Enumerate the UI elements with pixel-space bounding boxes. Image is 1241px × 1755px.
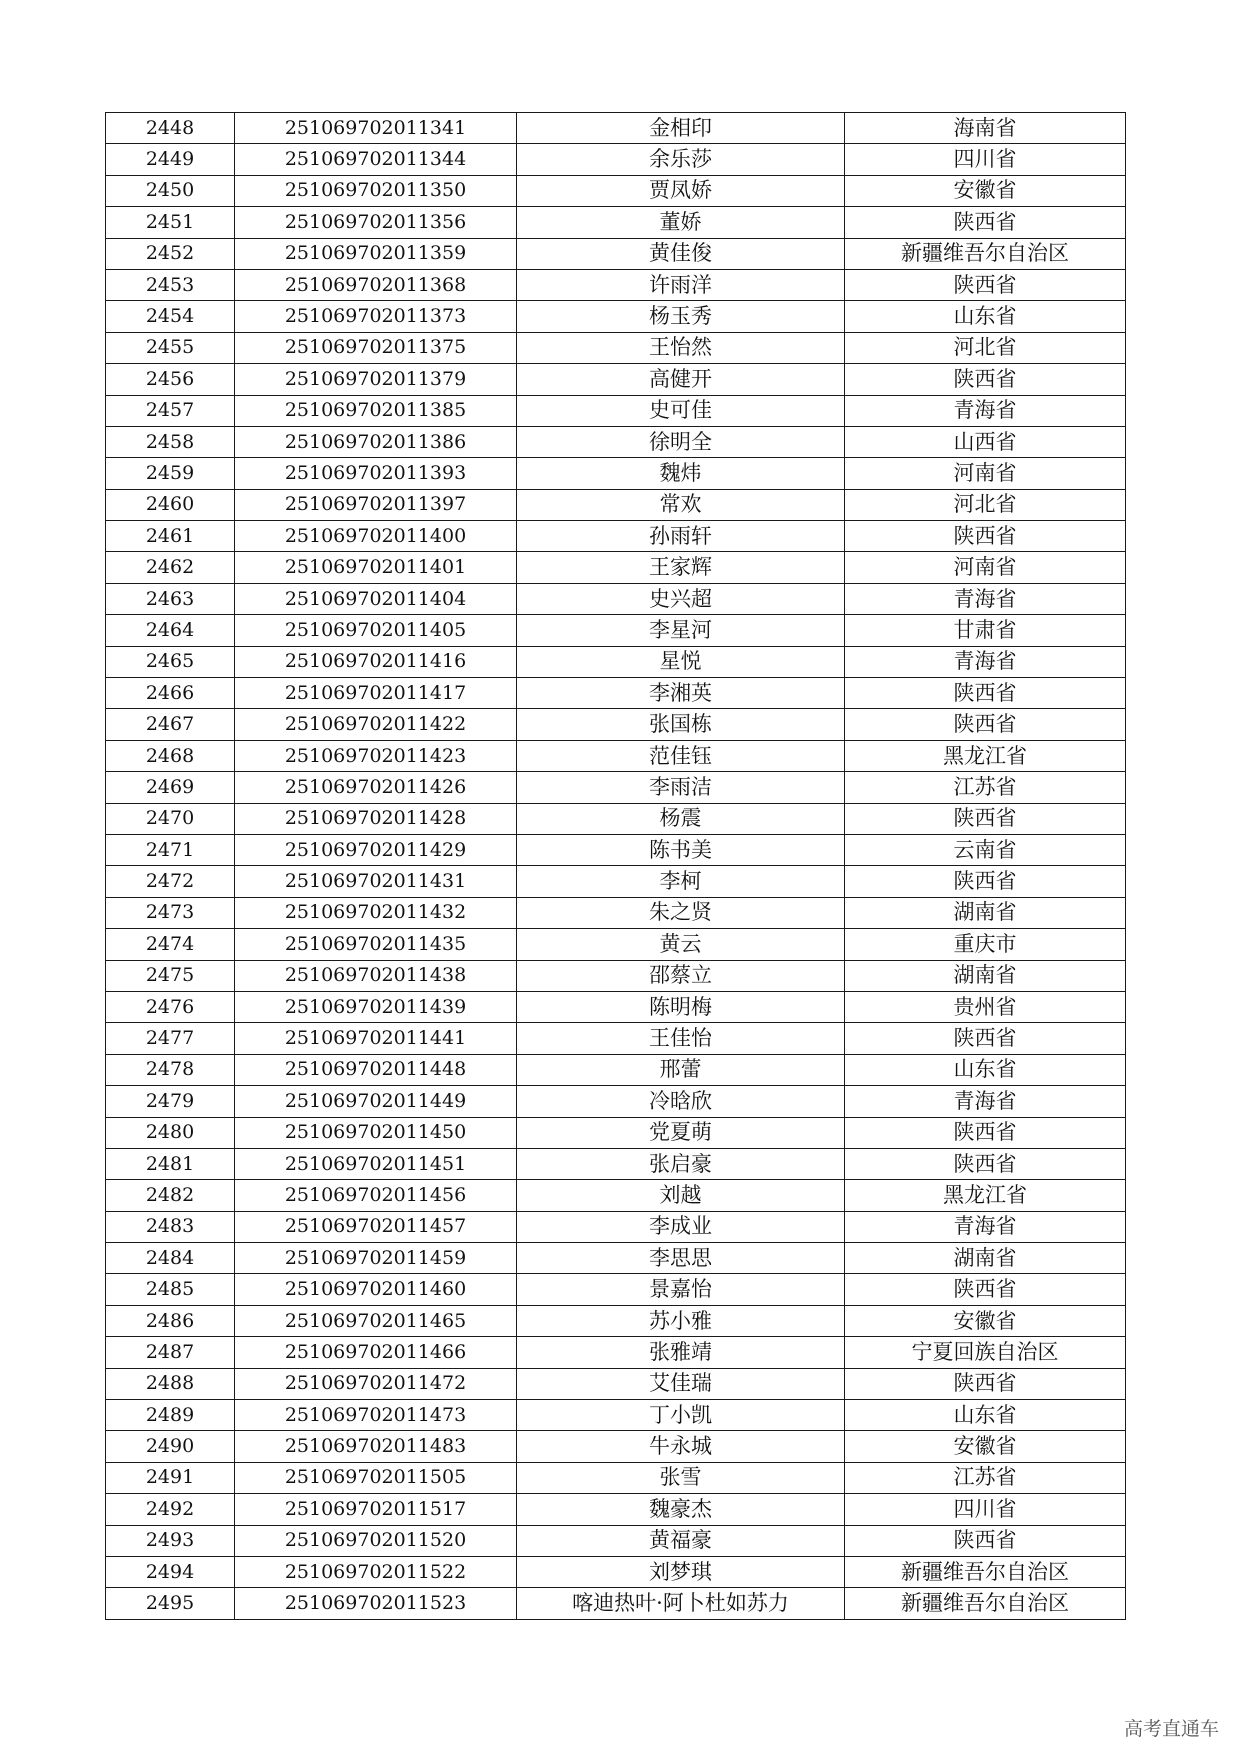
student-name-cell: 黄福豪 (517, 1525, 845, 1556)
province-cell: 青海省 (845, 1086, 1126, 1117)
student-name-cell: 陈书美 (517, 834, 845, 865)
province-cell: 陕西省 (845, 1023, 1126, 1054)
student-name-cell: 李柯 (517, 866, 845, 897)
province-cell: 陕西省 (845, 207, 1126, 238)
exam-id-cell: 251069702011448 (235, 1054, 517, 1085)
student-name-cell: 黄佳俊 (517, 238, 845, 269)
student-name-cell: 王佳怡 (517, 1023, 845, 1054)
exam-id-cell: 251069702011520 (235, 1525, 517, 1556)
exam-id-cell: 251069702011386 (235, 426, 517, 457)
province-cell: 陕西省 (845, 678, 1126, 709)
table-row (106, 207, 1126, 238)
table-row (106, 929, 1126, 960)
exam-id-cell: 251069702011393 (235, 458, 517, 489)
exam-id-cell: 251069702011450 (235, 1117, 517, 1148)
province-cell: 河北省 (845, 489, 1126, 520)
student-name-cell: 魏豪杰 (517, 1494, 845, 1525)
student-name-cell: 李成业 (517, 1211, 845, 1242)
exam-id-cell: 251069702011350 (235, 175, 517, 206)
student-name-cell: 金相印 (517, 113, 845, 144)
province-cell: 湖南省 (845, 960, 1126, 991)
province-cell: 青海省 (845, 646, 1126, 677)
row-number-cell: 2454 (106, 301, 235, 332)
row-number-cell: 2482 (106, 1180, 235, 1211)
exam-id-cell: 251069702011472 (235, 1368, 517, 1399)
watermark: 高考直通车 (1123, 1718, 1219, 1740)
student-name-cell: 艾佳瑞 (517, 1368, 845, 1399)
student-name-cell: 党夏萌 (517, 1117, 845, 1148)
table-row (106, 552, 1126, 583)
table-row (106, 740, 1126, 771)
exam-id-cell: 251069702011397 (235, 489, 517, 520)
province-cell: 山东省 (845, 301, 1126, 332)
exam-id-cell: 251069702011505 (235, 1462, 517, 1493)
table-row (106, 332, 1126, 363)
student-name-cell: 魏炜 (517, 458, 845, 489)
table-row (106, 175, 1126, 206)
table-row (106, 395, 1126, 426)
exam-id-cell: 251069702011417 (235, 678, 517, 709)
table-row (106, 458, 1126, 489)
row-number-cell: 2488 (106, 1368, 235, 1399)
row-number-cell: 2457 (106, 395, 235, 426)
student-name-cell: 李星河 (517, 615, 845, 646)
row-number-cell: 2492 (106, 1494, 235, 1525)
exam-id-cell: 251069702011400 (235, 521, 517, 552)
province-cell: 山东省 (845, 1400, 1126, 1431)
student-name-cell: 高健开 (517, 364, 845, 395)
exam-id-cell: 251069702011449 (235, 1086, 517, 1117)
row-number-cell: 2471 (106, 834, 235, 865)
exam-id-cell: 251069702011404 (235, 583, 517, 614)
province-cell: 甘肃省 (845, 615, 1126, 646)
province-cell: 四川省 (845, 144, 1126, 175)
row-number-cell: 2481 (106, 1148, 235, 1179)
row-number-cell: 2456 (106, 364, 235, 395)
row-number-cell: 2487 (106, 1337, 235, 1368)
table-row (106, 1023, 1126, 1054)
table-row (106, 1054, 1126, 1085)
student-name-cell: 冷晗欣 (517, 1086, 845, 1117)
row-number-cell: 2495 (106, 1588, 235, 1619)
province-cell: 黑龙江省 (845, 1180, 1126, 1211)
student-name-cell: 史可佳 (517, 395, 845, 426)
student-name-cell: 史兴超 (517, 583, 845, 614)
row-number-cell: 2449 (106, 144, 235, 175)
table-row (106, 709, 1126, 740)
student-name-cell: 邢蕾 (517, 1054, 845, 1085)
exam-id-cell: 251069702011368 (235, 269, 517, 300)
student-name-cell: 李雨洁 (517, 772, 845, 803)
table-row (106, 1462, 1126, 1493)
province-cell: 新疆维吾尔自治区 (845, 1556, 1126, 1587)
student-name-cell: 董娇 (517, 207, 845, 238)
row-number-cell: 2448 (106, 113, 235, 144)
row-number-cell: 2453 (106, 269, 235, 300)
student-name-cell: 余乐莎 (517, 144, 845, 175)
row-number-cell: 2463 (106, 583, 235, 614)
exam-id-cell: 251069702011435 (235, 929, 517, 960)
row-number-cell: 2484 (106, 1243, 235, 1274)
student-name-cell: 星悦 (517, 646, 845, 677)
province-cell: 河北省 (845, 332, 1126, 363)
exam-id-cell: 251069702011359 (235, 238, 517, 269)
student-name-cell: 李思思 (517, 1243, 845, 1274)
province-cell: 湖南省 (845, 1243, 1126, 1274)
row-number-cell: 2494 (106, 1556, 235, 1587)
exam-id-cell: 251069702011416 (235, 646, 517, 677)
exam-id-cell: 251069702011460 (235, 1274, 517, 1305)
student-name-cell: 王家辉 (517, 552, 845, 583)
row-number-cell: 2476 (106, 991, 235, 1022)
roster-table (105, 112, 1126, 1620)
table-row (106, 1117, 1126, 1148)
row-number-cell: 2466 (106, 678, 235, 709)
exam-id-cell: 251069702011459 (235, 1243, 517, 1274)
student-name-cell: 朱之贤 (517, 897, 845, 928)
province-cell: 江苏省 (845, 772, 1126, 803)
row-number-cell: 2478 (106, 1054, 235, 1085)
row-number-cell: 2468 (106, 740, 235, 771)
row-number-cell: 2485 (106, 1274, 235, 1305)
province-cell: 黑龙江省 (845, 740, 1126, 771)
table-row (106, 144, 1126, 175)
table-row (106, 269, 1126, 300)
province-cell: 江苏省 (845, 1462, 1126, 1493)
table-row (106, 1180, 1126, 1211)
student-name-cell: 刘梦琪 (517, 1556, 845, 1587)
exam-id-cell: 251069702011429 (235, 834, 517, 865)
province-cell: 云南省 (845, 834, 1126, 865)
province-cell: 湖南省 (845, 897, 1126, 928)
table-row (106, 897, 1126, 928)
exam-id-cell: 251069702011456 (235, 1180, 517, 1211)
exam-id-cell: 251069702011385 (235, 395, 517, 426)
exam-id-cell: 251069702011356 (235, 207, 517, 238)
province-cell: 新疆维吾尔自治区 (845, 238, 1126, 269)
student-name-cell: 贾凤娇 (517, 175, 845, 206)
province-cell: 陕西省 (845, 1525, 1126, 1556)
province-cell: 重庆市 (845, 929, 1126, 960)
province-cell: 陕西省 (845, 364, 1126, 395)
table-row (106, 1274, 1126, 1305)
exam-id-cell: 251069702011465 (235, 1305, 517, 1336)
table-row (106, 1211, 1126, 1242)
table-row (106, 426, 1126, 457)
table-row (106, 521, 1126, 552)
table-row (106, 678, 1126, 709)
exam-id-cell: 251069702011431 (235, 866, 517, 897)
table-row (106, 866, 1126, 897)
student-name-cell: 丁小凯 (517, 1400, 845, 1431)
student-name-cell: 王怡然 (517, 332, 845, 363)
student-name-cell: 杨玉秀 (517, 301, 845, 332)
table-row (106, 1556, 1126, 1587)
row-number-cell: 2467 (106, 709, 235, 740)
student-name-cell: 黄云 (517, 929, 845, 960)
province-cell: 陕西省 (845, 866, 1126, 897)
exam-id-cell: 251069702011517 (235, 1494, 517, 1525)
province-cell: 安徽省 (845, 175, 1126, 206)
province-cell: 陕西省 (845, 1274, 1126, 1305)
exam-id-cell: 251069702011375 (235, 332, 517, 363)
table-row (106, 991, 1126, 1022)
table-row (106, 1525, 1126, 1556)
exam-id-cell: 251069702011379 (235, 364, 517, 395)
table-row (106, 238, 1126, 269)
student-name-cell: 张国栋 (517, 709, 845, 740)
table-row (106, 583, 1126, 614)
table-row (106, 646, 1126, 677)
exam-id-cell: 251069702011441 (235, 1023, 517, 1054)
table-row (106, 1337, 1126, 1368)
exam-id-cell: 251069702011466 (235, 1337, 517, 1368)
province-cell: 青海省 (845, 395, 1126, 426)
student-name-cell: 邵蔡立 (517, 960, 845, 991)
table-row (106, 834, 1126, 865)
row-number-cell: 2460 (106, 489, 235, 520)
province-cell: 陕西省 (845, 803, 1126, 834)
row-number-cell: 2470 (106, 803, 235, 834)
province-cell: 安徽省 (845, 1305, 1126, 1336)
row-number-cell: 2469 (106, 772, 235, 803)
table-row (106, 1588, 1126, 1619)
exam-id-cell: 251069702011451 (235, 1148, 517, 1179)
row-number-cell: 2479 (106, 1086, 235, 1117)
province-cell: 陕西省 (845, 1117, 1126, 1148)
table-row (106, 113, 1126, 144)
province-cell: 河南省 (845, 458, 1126, 489)
row-number-cell: 2452 (106, 238, 235, 269)
row-number-cell: 2474 (106, 929, 235, 960)
student-name-cell: 牛永城 (517, 1431, 845, 1462)
student-name-cell: 张雪 (517, 1462, 845, 1493)
row-number-cell: 2475 (106, 960, 235, 991)
row-number-cell: 2462 (106, 552, 235, 583)
exam-id-cell: 251069702011457 (235, 1211, 517, 1242)
row-number-cell: 2459 (106, 458, 235, 489)
row-number-cell: 2451 (106, 207, 235, 238)
roster-body (106, 113, 1126, 1620)
exam-id-cell: 251069702011522 (235, 1556, 517, 1587)
row-number-cell: 2493 (106, 1525, 235, 1556)
exam-id-cell: 251069702011438 (235, 960, 517, 991)
table-row (106, 364, 1126, 395)
row-number-cell: 2486 (106, 1305, 235, 1336)
exam-id-cell: 251069702011439 (235, 991, 517, 1022)
province-cell: 贵州省 (845, 991, 1126, 1022)
exam-id-cell: 251069702011423 (235, 740, 517, 771)
table-row (106, 960, 1126, 991)
student-name-cell: 李湘英 (517, 678, 845, 709)
row-number-cell: 2458 (106, 426, 235, 457)
table-row (106, 772, 1126, 803)
province-cell: 山西省 (845, 426, 1126, 457)
row-number-cell: 2464 (106, 615, 235, 646)
exam-id-cell: 251069702011483 (235, 1431, 517, 1462)
province-cell: 四川省 (845, 1494, 1126, 1525)
table-row (106, 1086, 1126, 1117)
exam-id-cell: 251069702011341 (235, 113, 517, 144)
table-row (106, 1400, 1126, 1431)
exam-id-cell: 251069702011426 (235, 772, 517, 803)
province-cell: 安徽省 (845, 1431, 1126, 1462)
province-cell: 河南省 (845, 552, 1126, 583)
province-cell: 新疆维吾尔自治区 (845, 1588, 1126, 1619)
student-name-cell: 张启豪 (517, 1148, 845, 1179)
row-number-cell: 2472 (106, 866, 235, 897)
province-cell: 宁夏回族自治区 (845, 1337, 1126, 1368)
table-row (106, 1148, 1126, 1179)
table-row (106, 1494, 1126, 1525)
province-cell: 陕西省 (845, 709, 1126, 740)
exam-id-cell: 251069702011401 (235, 552, 517, 583)
province-cell: 陕西省 (845, 269, 1126, 300)
row-number-cell: 2455 (106, 332, 235, 363)
student-name-cell: 常欢 (517, 489, 845, 520)
exam-id-cell: 251069702011432 (235, 897, 517, 928)
table-row (106, 803, 1126, 834)
table-row (106, 615, 1126, 646)
exam-id-cell: 251069702011473 (235, 1400, 517, 1431)
row-number-cell: 2450 (106, 175, 235, 206)
student-name-cell: 刘越 (517, 1180, 845, 1211)
table-row (106, 489, 1126, 520)
exam-id-cell: 251069702011373 (235, 301, 517, 332)
row-number-cell: 2461 (106, 521, 235, 552)
student-name-cell: 张雅靖 (517, 1337, 845, 1368)
table-row (106, 301, 1126, 332)
exam-id-cell: 251069702011428 (235, 803, 517, 834)
province-cell: 陕西省 (845, 1148, 1126, 1179)
exam-id-cell: 251069702011405 (235, 615, 517, 646)
student-name-cell: 杨震 (517, 803, 845, 834)
exam-id-cell: 251069702011523 (235, 1588, 517, 1619)
row-number-cell: 2473 (106, 897, 235, 928)
row-number-cell: 2465 (106, 646, 235, 677)
table-row (106, 1243, 1126, 1274)
row-number-cell: 2483 (106, 1211, 235, 1242)
province-cell: 青海省 (845, 1211, 1126, 1242)
table-row (106, 1368, 1126, 1399)
student-name-cell: 喀迪热叶·阿卜杜如苏力 (517, 1588, 845, 1619)
student-name-cell: 景嘉怡 (517, 1274, 845, 1305)
province-cell: 山东省 (845, 1054, 1126, 1085)
row-number-cell: 2491 (106, 1462, 235, 1493)
row-number-cell: 2490 (106, 1431, 235, 1462)
row-number-cell: 2489 (106, 1400, 235, 1431)
province-cell: 陕西省 (845, 521, 1126, 552)
student-name-cell: 苏小雅 (517, 1305, 845, 1336)
student-name-cell: 孙雨轩 (517, 521, 845, 552)
province-cell: 海南省 (845, 113, 1126, 144)
student-name-cell: 许雨洋 (517, 269, 845, 300)
student-name-cell: 徐明全 (517, 426, 845, 457)
student-name-cell: 范佳钰 (517, 740, 845, 771)
province-cell: 陕西省 (845, 1368, 1126, 1399)
student-name-cell: 陈明梅 (517, 991, 845, 1022)
row-number-cell: 2477 (106, 1023, 235, 1054)
table-row (106, 1431, 1126, 1462)
row-number-cell: 2480 (106, 1117, 235, 1148)
exam-id-cell: 251069702011422 (235, 709, 517, 740)
table-row (106, 1305, 1126, 1336)
exam-id-cell: 251069702011344 (235, 144, 517, 175)
province-cell: 青海省 (845, 583, 1126, 614)
